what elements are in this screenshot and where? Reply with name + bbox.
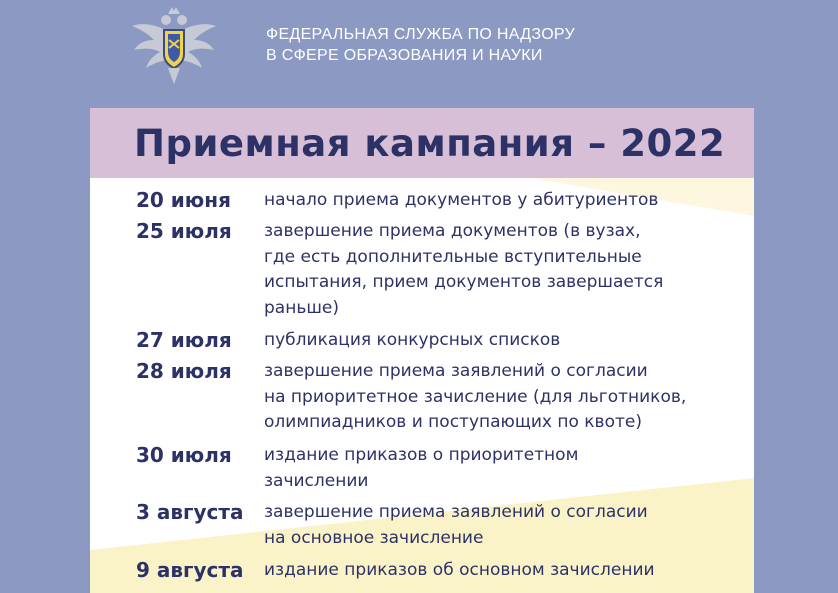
schedule-description	[264, 219, 748, 321]
schedule-description	[264, 188, 748, 214]
page-title: Приемная кампания – 2022	[134, 122, 726, 165]
schedule-description	[264, 443, 748, 494]
schedule-date: 20 июня	[136, 188, 231, 212]
schedule-date: 27 июля	[136, 328, 232, 352]
schedule-description	[264, 558, 748, 584]
organization-name	[266, 24, 575, 66]
title-bar	[90, 108, 754, 178]
organization-name-line-2: В СФЕРЕ ОБРАЗОВАНИЯ И НАУКИ	[266, 47, 543, 64]
schedule-card	[90, 108, 754, 593]
schedule-description-line: где есть дополнительные вступительные	[264, 246, 642, 267]
schedule-date: 30 июля	[136, 443, 232, 467]
organization-name-line-1: ФЕДЕРАЛЬНАЯ СЛУЖБА ПО НАДЗОРУ	[266, 26, 576, 43]
schedule-description-line: раньше)	[264, 297, 339, 318]
schedule-description-line: на приоритетное зачисление (для льготников,	[264, 386, 687, 407]
schedule-description-line: на основное зачисление	[264, 527, 484, 548]
schedule-description-line: издание приказов о приоритетном	[264, 445, 579, 465]
schedule-description-line: завершение приема заявлений о согласии	[264, 502, 648, 522]
schedule-description	[264, 328, 748, 354]
schedule-description-line: завершение приема документов (в вузах,	[264, 221, 641, 241]
schedule-description-line: олимпиадников и поступающих по квоте)	[264, 412, 642, 432]
schedule-date: 28 июля	[136, 359, 232, 383]
schedule-description-line: публикация конкурсных списков	[264, 330, 561, 350]
schedule-description-line: издание приказов об основном зачислении	[264, 560, 655, 580]
header	[0, 0, 838, 100]
schedule-description-line: зачислении	[264, 470, 369, 491]
schedule-description-line: испытания, прием документов завершается	[264, 272, 664, 292]
schedule-date: 9 августа	[136, 558, 244, 582]
schedule-description-line: начало приема документов у абитуриентов	[264, 190, 659, 210]
double-headed-eagle-emblem-icon	[128, 4, 220, 90]
schedule-description	[264, 359, 748, 436]
schedule-date: 25 июля	[136, 219, 232, 243]
schedule-description-line: завершение приема заявлений о согласии	[264, 361, 648, 381]
schedule-date: 3 августа	[136, 500, 244, 524]
schedule-description	[264, 500, 748, 551]
